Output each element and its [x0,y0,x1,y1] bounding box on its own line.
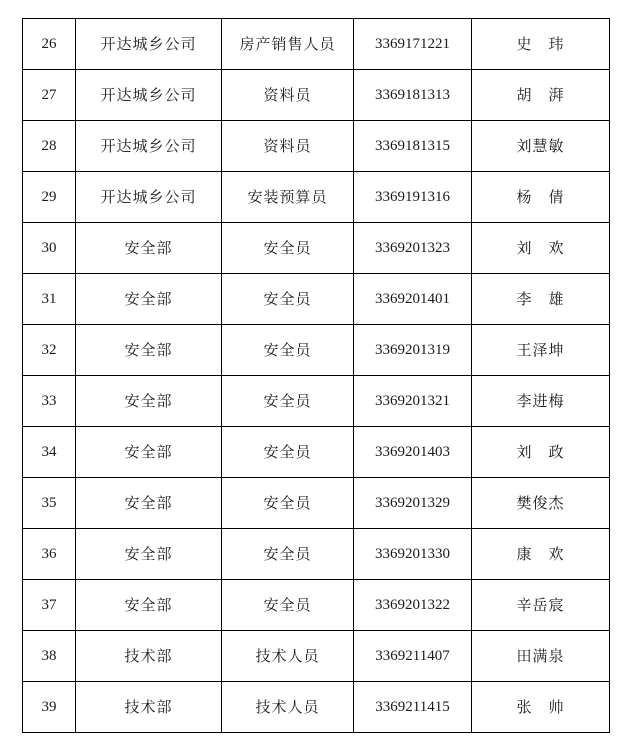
row-number-cell: 35 [23,478,76,529]
person-name-cell: 张 帅 [472,682,610,733]
id-number-cell: 3369211407 [354,631,472,682]
position-cell: 技术人员 [222,682,354,733]
department-cell: 开达城乡公司 [76,70,222,121]
table-row [23,682,610,733]
table-row [23,580,610,631]
table-row [23,325,610,376]
table-row [23,376,610,427]
id-number-cell: 3369201321 [354,376,472,427]
row-number-cell: 39 [23,682,76,733]
personnel-table [22,18,610,733]
person-name-cell: 刘 政 [472,427,610,478]
department-cell: 安全部 [76,427,222,478]
person-name-cell: 田满泉 [472,631,610,682]
table-row [23,19,610,70]
person-name-cell: 王泽坤 [472,325,610,376]
position-cell: 安全员 [222,376,354,427]
person-name-cell: 樊俊杰 [472,478,610,529]
department-cell: 开达城乡公司 [76,172,222,223]
row-number-cell: 29 [23,172,76,223]
person-name-cell: 康 欢 [472,529,610,580]
id-number-cell: 3369201403 [354,427,472,478]
position-cell: 安全员 [222,325,354,376]
row-number-cell: 32 [23,325,76,376]
table-row [23,223,610,274]
row-number-cell: 38 [23,631,76,682]
position-cell: 资料员 [222,70,354,121]
id-number-cell: 3369201329 [354,478,472,529]
department-cell: 技术部 [76,682,222,733]
position-cell: 安全员 [222,427,354,478]
table-row [23,172,610,223]
row-number-cell: 33 [23,376,76,427]
person-name-cell: 刘 欢 [472,223,610,274]
department-cell: 安全部 [76,529,222,580]
person-name-cell: 辛岳宸 [472,580,610,631]
department-cell: 安全部 [76,478,222,529]
table-row [23,427,610,478]
person-name-cell: 胡 湃 [472,70,610,121]
position-cell: 技术人员 [222,631,354,682]
position-cell: 安装预算员 [222,172,354,223]
table-row [23,121,610,172]
row-number-cell: 37 [23,580,76,631]
id-number-cell: 3369181315 [354,121,472,172]
table-row [23,478,610,529]
table-row [23,274,610,325]
id-number-cell: 3369201323 [354,223,472,274]
row-number-cell: 28 [23,121,76,172]
id-number-cell: 3369201322 [354,580,472,631]
table-row [23,631,610,682]
person-name-cell: 杨 倩 [472,172,610,223]
id-number-cell: 3369181313 [354,70,472,121]
department-cell: 安全部 [76,580,222,631]
person-name-cell: 李进梅 [472,376,610,427]
position-cell: 房产销售人员 [222,19,354,70]
row-number-cell: 36 [23,529,76,580]
row-number-cell: 27 [23,70,76,121]
position-cell: 安全员 [222,274,354,325]
position-cell: 安全员 [222,223,354,274]
table-row [23,529,610,580]
department-cell: 技术部 [76,631,222,682]
department-cell: 安全部 [76,223,222,274]
department-cell: 开达城乡公司 [76,19,222,70]
department-cell: 安全部 [76,325,222,376]
personnel-table-body [23,19,610,733]
person-name-cell: 刘慧敏 [472,121,610,172]
row-number-cell: 31 [23,274,76,325]
row-number-cell: 34 [23,427,76,478]
department-cell: 安全部 [76,376,222,427]
id-number-cell: 3369201319 [354,325,472,376]
position-cell: 安全员 [222,529,354,580]
position-cell: 安全员 [222,580,354,631]
position-cell: 资料员 [222,121,354,172]
id-number-cell: 3369211415 [354,682,472,733]
id-number-cell: 3369191316 [354,172,472,223]
id-number-cell: 3369171221 [354,19,472,70]
position-cell: 安全员 [222,478,354,529]
table-row [23,70,610,121]
id-number-cell: 3369201330 [354,529,472,580]
person-name-cell: 史 玮 [472,19,610,70]
id-number-cell: 3369201401 [354,274,472,325]
row-number-cell: 30 [23,223,76,274]
department-cell: 开达城乡公司 [76,121,222,172]
person-name-cell: 李 雄 [472,274,610,325]
department-cell: 安全部 [76,274,222,325]
row-number-cell: 26 [23,19,76,70]
